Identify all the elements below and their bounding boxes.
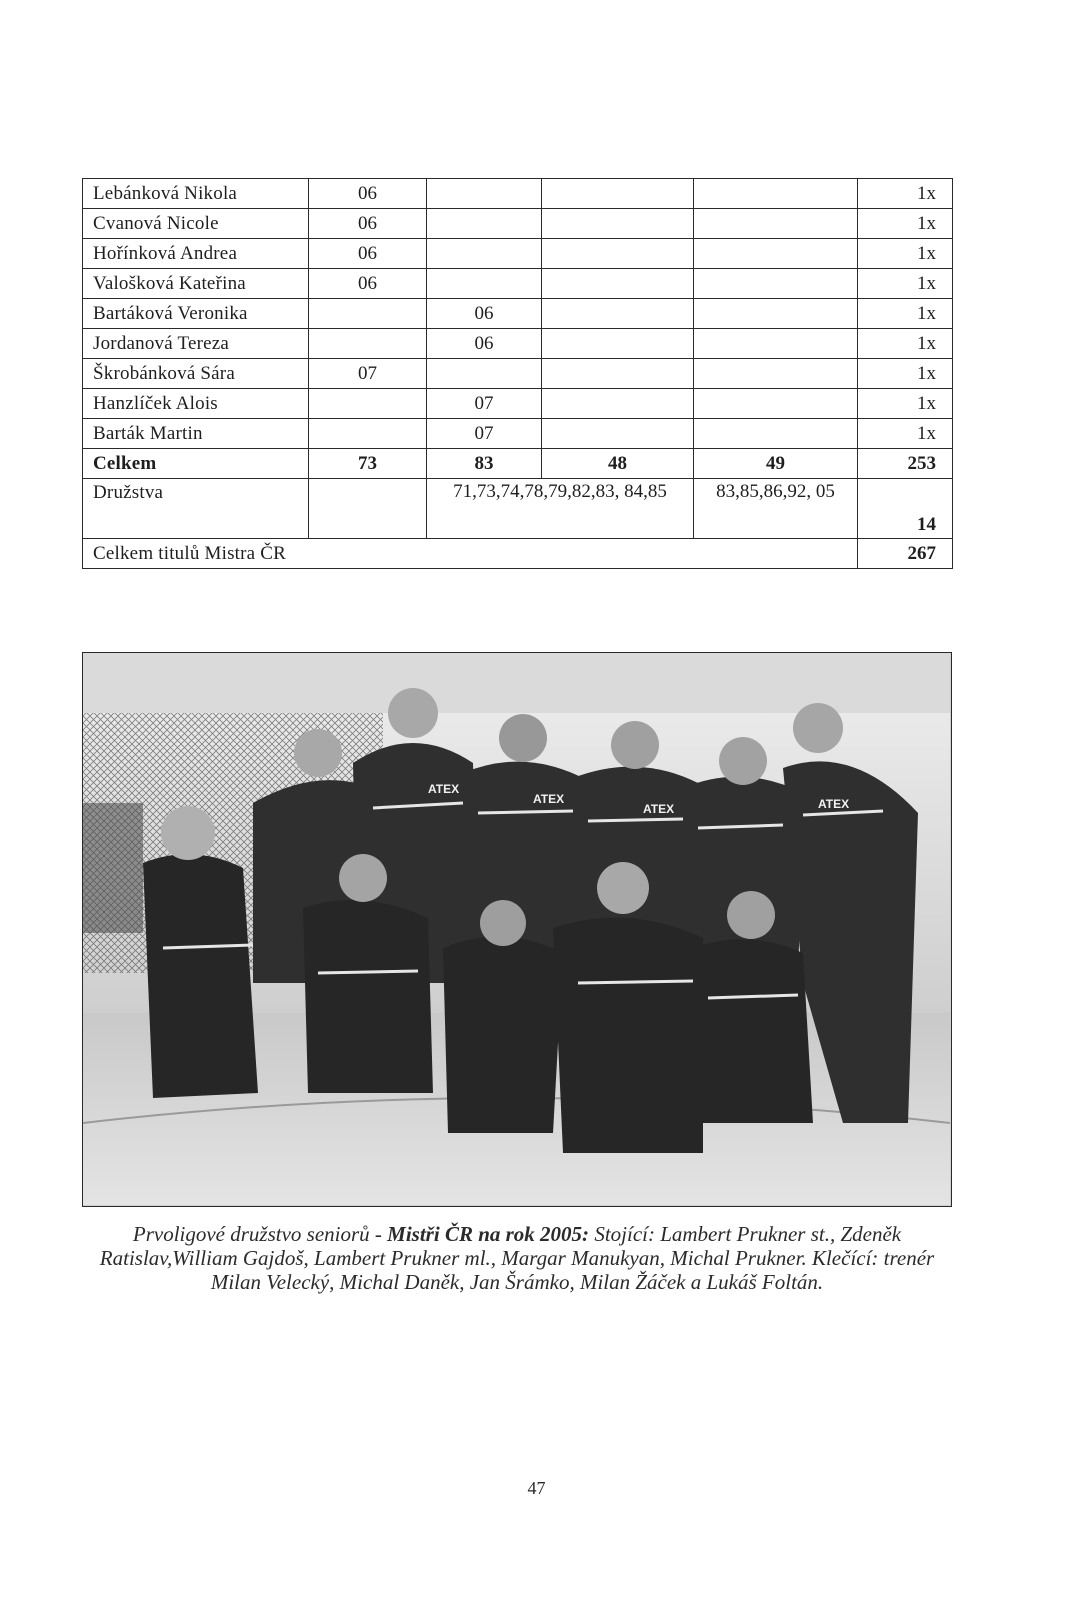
year-cell: 06 bbox=[309, 239, 427, 269]
total-value: 48 bbox=[542, 449, 694, 479]
year-cell bbox=[694, 209, 858, 239]
year-cell bbox=[542, 389, 694, 419]
title-count: 1x bbox=[858, 209, 953, 239]
total-value: 83 bbox=[427, 449, 542, 479]
title-count: 1x bbox=[858, 179, 953, 209]
year-cell bbox=[542, 209, 694, 239]
year-cell bbox=[309, 299, 427, 329]
year-cell: 07 bbox=[427, 419, 542, 449]
athlete-name: Bartáková Veronika bbox=[83, 299, 309, 329]
athlete-name: Škrobánková Sára bbox=[83, 359, 309, 389]
teams-row bbox=[83, 479, 953, 539]
year-cell bbox=[427, 359, 542, 389]
year-cell bbox=[427, 239, 542, 269]
title-count: 1x bbox=[858, 359, 953, 389]
year-cell bbox=[542, 179, 694, 209]
year-cell bbox=[542, 239, 694, 269]
year-cell bbox=[542, 359, 694, 389]
table-row bbox=[83, 389, 953, 419]
table-row bbox=[83, 329, 953, 359]
teams-total: 14 bbox=[858, 479, 953, 539]
year-cell bbox=[542, 419, 694, 449]
title-count: 1x bbox=[858, 389, 953, 419]
year-cell: 06 bbox=[309, 179, 427, 209]
year-cell bbox=[694, 179, 858, 209]
caption-rest: Stojící: Lambert Prukner st., Zdeněk Ratislav,William Gajdoš, Lambert Prukner ml., Margar Manukyan, Michal Prukner. Klečící: trenér Milan Velecký, Michal Daněk, Jan Šrámko, Milan Žáček a Lukáš Foltán. bbox=[99, 1222, 935, 1294]
year-cell bbox=[309, 389, 427, 419]
team-photo bbox=[82, 652, 952, 1207]
total-value: 49 bbox=[694, 449, 858, 479]
jacket-logo: ATEX bbox=[818, 797, 850, 811]
year-cell bbox=[694, 299, 858, 329]
table-row bbox=[83, 179, 953, 209]
year-cell bbox=[427, 209, 542, 239]
title-count: 1x bbox=[858, 239, 953, 269]
year-cell: 06 bbox=[427, 299, 542, 329]
jacket-logo: ATEX bbox=[533, 792, 565, 806]
grand-total-value: 267 bbox=[858, 539, 953, 569]
title-count: 1x bbox=[858, 299, 953, 329]
year-cell: 07 bbox=[427, 389, 542, 419]
teams-value bbox=[309, 479, 427, 539]
grand-total-label: Celkem titulů Mistra ČR bbox=[83, 539, 858, 569]
total-value: 73 bbox=[309, 449, 427, 479]
teams-years-secondary: 83,85,86,92, 05 bbox=[694, 479, 858, 539]
year-cell bbox=[427, 179, 542, 209]
athlete-name: Cvanová Nicole bbox=[83, 209, 309, 239]
year-cell: 06 bbox=[427, 329, 542, 359]
table-row bbox=[83, 419, 953, 449]
total-row bbox=[83, 449, 953, 479]
year-cell bbox=[694, 329, 858, 359]
total-label: Celkem bbox=[83, 449, 309, 479]
grand-total-row bbox=[83, 539, 953, 569]
page-number: 47 bbox=[527, 1478, 546, 1498]
year-cell bbox=[427, 269, 542, 299]
year-cell bbox=[542, 269, 694, 299]
jacket-logo: ATEX bbox=[643, 802, 675, 816]
total-sum: 253 bbox=[858, 449, 953, 479]
year-cell: 06 bbox=[309, 209, 427, 239]
year-cell bbox=[542, 329, 694, 359]
year-cell bbox=[694, 269, 858, 299]
title-count: 1x bbox=[858, 419, 953, 449]
teams-years-main: 71,73,74,78,79,82,83, 84,85 bbox=[427, 479, 694, 539]
photo-caption bbox=[82, 1222, 952, 1294]
athlete-name: Jordanová Tereza bbox=[83, 329, 309, 359]
table-row bbox=[83, 269, 953, 299]
year-cell bbox=[542, 299, 694, 329]
year-cell: 07 bbox=[309, 359, 427, 389]
year-cell bbox=[309, 329, 427, 359]
year-cell: 06 bbox=[309, 269, 427, 299]
year-cell bbox=[309, 419, 427, 449]
jacket-logo: ATEX bbox=[428, 782, 460, 796]
athlete-name: Valošková Kateřina bbox=[83, 269, 309, 299]
background-radiator bbox=[83, 803, 143, 933]
athlete-name: Barták Martin bbox=[83, 419, 309, 449]
year-cell bbox=[694, 419, 858, 449]
caption-highlight: Mistři ČR na rok 2005: bbox=[387, 1222, 590, 1246]
table-row bbox=[83, 239, 953, 269]
athlete-name: Hořínková Andrea bbox=[83, 239, 309, 269]
year-cell bbox=[694, 359, 858, 389]
year-cell bbox=[694, 389, 858, 419]
title-count: 1x bbox=[858, 329, 953, 359]
table-row bbox=[83, 359, 953, 389]
table-row bbox=[83, 209, 953, 239]
teams-label: Družstva bbox=[83, 479, 309, 539]
athlete-name: Lebánková Nikola bbox=[83, 179, 309, 209]
table-row bbox=[83, 299, 953, 329]
caption-lead: Prvoligové družstvo seniorů - bbox=[132, 1222, 388, 1246]
results-table bbox=[82, 178, 953, 569]
title-count: 1x bbox=[858, 269, 953, 299]
athlete-name: Hanzlíček Alois bbox=[83, 389, 309, 419]
year-cell bbox=[694, 239, 858, 269]
